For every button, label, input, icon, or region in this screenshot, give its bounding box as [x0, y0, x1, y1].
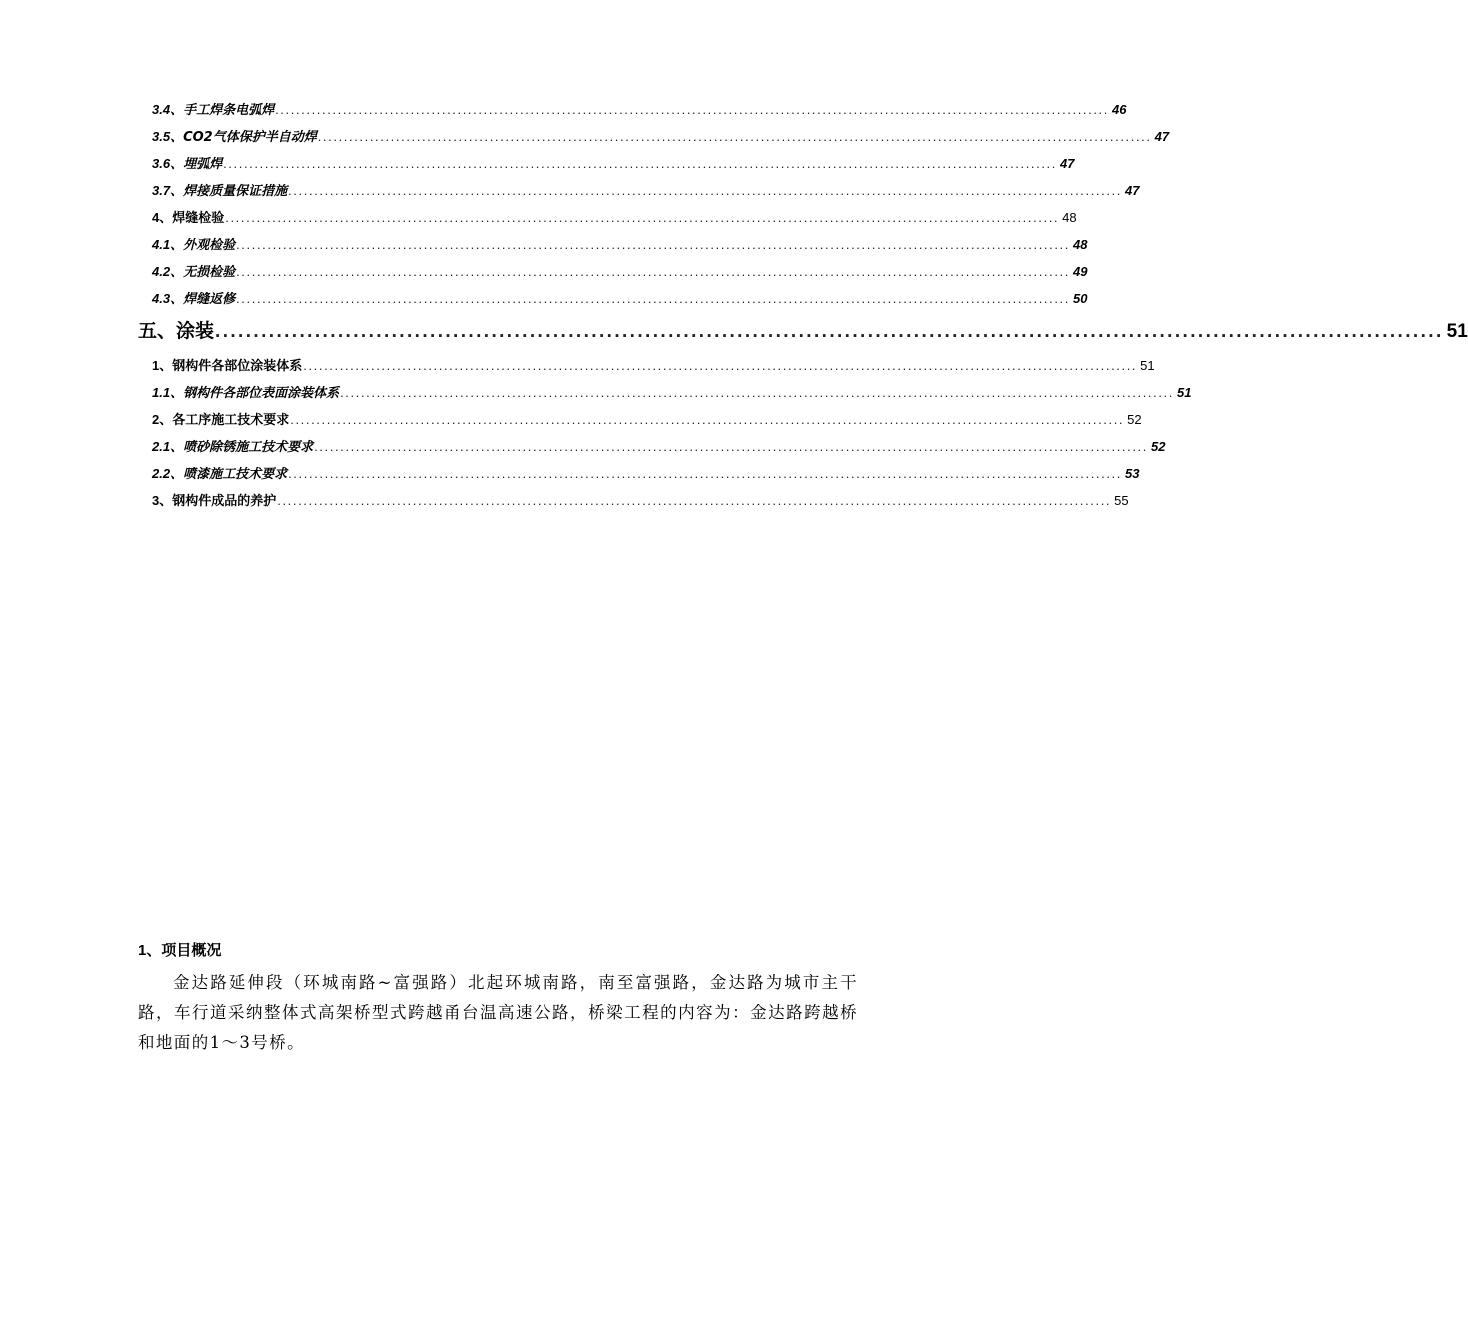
toc-entry-number: 4.1、 — [152, 237, 184, 252]
toc-entry[interactable] — [152, 436, 1166, 458]
toc-entry-title: 外观检验 — [183, 238, 236, 253]
toc-entry-number: 4.3、 — [152, 291, 184, 306]
toc-entry-number: 3.7、 — [152, 183, 184, 198]
toc-entry-number: 2.1、 — [152, 439, 184, 454]
toc-entry[interactable] — [152, 153, 1075, 175]
toc-entry-page: 48 — [1072, 237, 1088, 252]
toc-entry-title: 埋弧焊 — [183, 157, 223, 172]
toc-entry[interactable] — [152, 261, 1088, 283]
toc-leader-dots: ................................................................................................................................................................ — [215, 321, 1444, 342]
project-overview-section — [138, 936, 858, 1058]
section-number: 1、 — [138, 942, 162, 959]
toc-entry-page: 51 — [1446, 321, 1468, 342]
toc-entry-page: 49 — [1072, 264, 1088, 279]
toc-entry-number: 4、 — [152, 210, 173, 225]
toc-leader-dots: ................................................................................................................................................................ — [314, 439, 1148, 454]
toc-entry-title: 喷砂除锈施工技术要求 — [183, 440, 314, 455]
toc-leader-dots: ................................................................................................................................................................ — [236, 264, 1070, 279]
toc-entry-number: 2.2、 — [152, 466, 184, 481]
toc-leader-dots: ................................................................................................................................................................ — [303, 358, 1138, 373]
toc-entry[interactable] — [152, 288, 1088, 310]
toc-entry-title: 各工序施工技术要求 — [172, 413, 290, 428]
toc-entry-title: 焊缝检验 — [172, 211, 225, 226]
toc-entry-title: 焊接质量保证措施 — [183, 184, 288, 199]
toc-entry-page: 48 — [1062, 210, 1077, 225]
toc-leader-dots: ................................................................................................................................................................ — [288, 466, 1122, 481]
toc-entry[interactable] — [152, 382, 1192, 404]
toc-leader-dots: ................................................................................................................................................................ — [275, 102, 1109, 117]
toc-leader-dots: ................................................................................................................................................................ — [340, 385, 1174, 400]
toc-entry-page: 51 — [1176, 385, 1192, 400]
toc-leader-dots: ................................................................................................................................................................ — [225, 210, 1060, 225]
toc-entry[interactable] — [152, 207, 1077, 229]
toc-entry[interactable] — [152, 126, 1170, 148]
toc-entry-number: 3.6、 — [152, 156, 184, 171]
toc-entry-page: 52 — [1127, 412, 1142, 427]
toc-entry-number: 2、 — [152, 412, 173, 427]
toc-entry-page: 52 — [1150, 439, 1166, 454]
toc-leader-dots: ................................................................................................................................................................ — [236, 291, 1070, 306]
toc-entry-title: 钢构件各部位涂装体系 — [172, 359, 303, 374]
toc-leader-dots: ................................................................................................................................................................ — [277, 493, 1112, 508]
toc-entry-page: 47 — [1059, 156, 1075, 171]
toc-entry-page: 46 — [1111, 102, 1127, 117]
toc-entry-title: 钢构件各部位表面涂装体系 — [183, 386, 340, 401]
toc-entry-number: 4.2、 — [152, 264, 184, 279]
toc-entry-number: 1、 — [152, 358, 173, 373]
toc-entry-page: 53 — [1124, 466, 1140, 481]
toc-entry[interactable] — [152, 234, 1088, 256]
toc-entry-title: 手工焊条电弧焊 — [183, 103, 275, 118]
toc-entry[interactable] — [152, 490, 1129, 512]
toc-entry-number: 3.5、 — [152, 129, 184, 144]
section-paragraph: 金达路延伸段（环城南路~富强路）北起环城南路，南至富强路，金达路为城市主干路，车行道采纳整体式高架桥型式跨越甬台温高速公路，桥梁工程的内容为：金达路跨越桥和地面的1～3号桥。 — [138, 973, 858, 1052]
toc-entry-title: 喷漆施工技术要求 — [183, 467, 288, 482]
toc-leader-dots: ................................................................................................................................................................ — [317, 129, 1152, 144]
section-title: 项目概况 — [161, 941, 222, 959]
toc-leader-dots: ................................................................................................................................................................ — [223, 156, 1057, 171]
toc-leader-dots: ................................................................................................................................................................ — [290, 412, 1125, 427]
toc-entry-number: 1.1、 — [152, 385, 184, 400]
toc-entry[interactable] — [152, 180, 1140, 202]
toc-entry-number: 3、 — [152, 493, 173, 508]
toc-leader-dots: ................................................................................................................................................................ — [236, 237, 1070, 252]
section-heading — [138, 936, 858, 964]
toc-entry-page: 47 — [1124, 183, 1140, 198]
toc-entry-page: 50 — [1072, 291, 1088, 306]
toc-chapter-entry[interactable] — [138, 316, 1468, 346]
toc-entry[interactable] — [152, 463, 1140, 485]
toc-chapter-title: 五、涂装 — [138, 320, 215, 342]
toc-entry-title: CO2气体保护半自动焊 — [183, 130, 317, 145]
toc-entry[interactable] — [152, 409, 1142, 431]
toc-entry-number: 3.4、 — [152, 102, 184, 117]
toc-entry-title: 焊缝返修 — [183, 292, 236, 307]
toc-entry[interactable] — [152, 99, 1127, 121]
toc-entry-title: 无损检验 — [183, 265, 236, 280]
toc-leader-dots: ................................................................................................................................................................ — [288, 183, 1122, 198]
toc-entry-page: 55 — [1114, 493, 1129, 508]
toc-entry-page: 51 — [1140, 358, 1155, 373]
toc-entry[interactable] — [152, 355, 1155, 377]
toc-entry-title: 钢构件成品的养护 — [172, 494, 277, 509]
toc-entry-page: 47 — [1154, 129, 1170, 144]
